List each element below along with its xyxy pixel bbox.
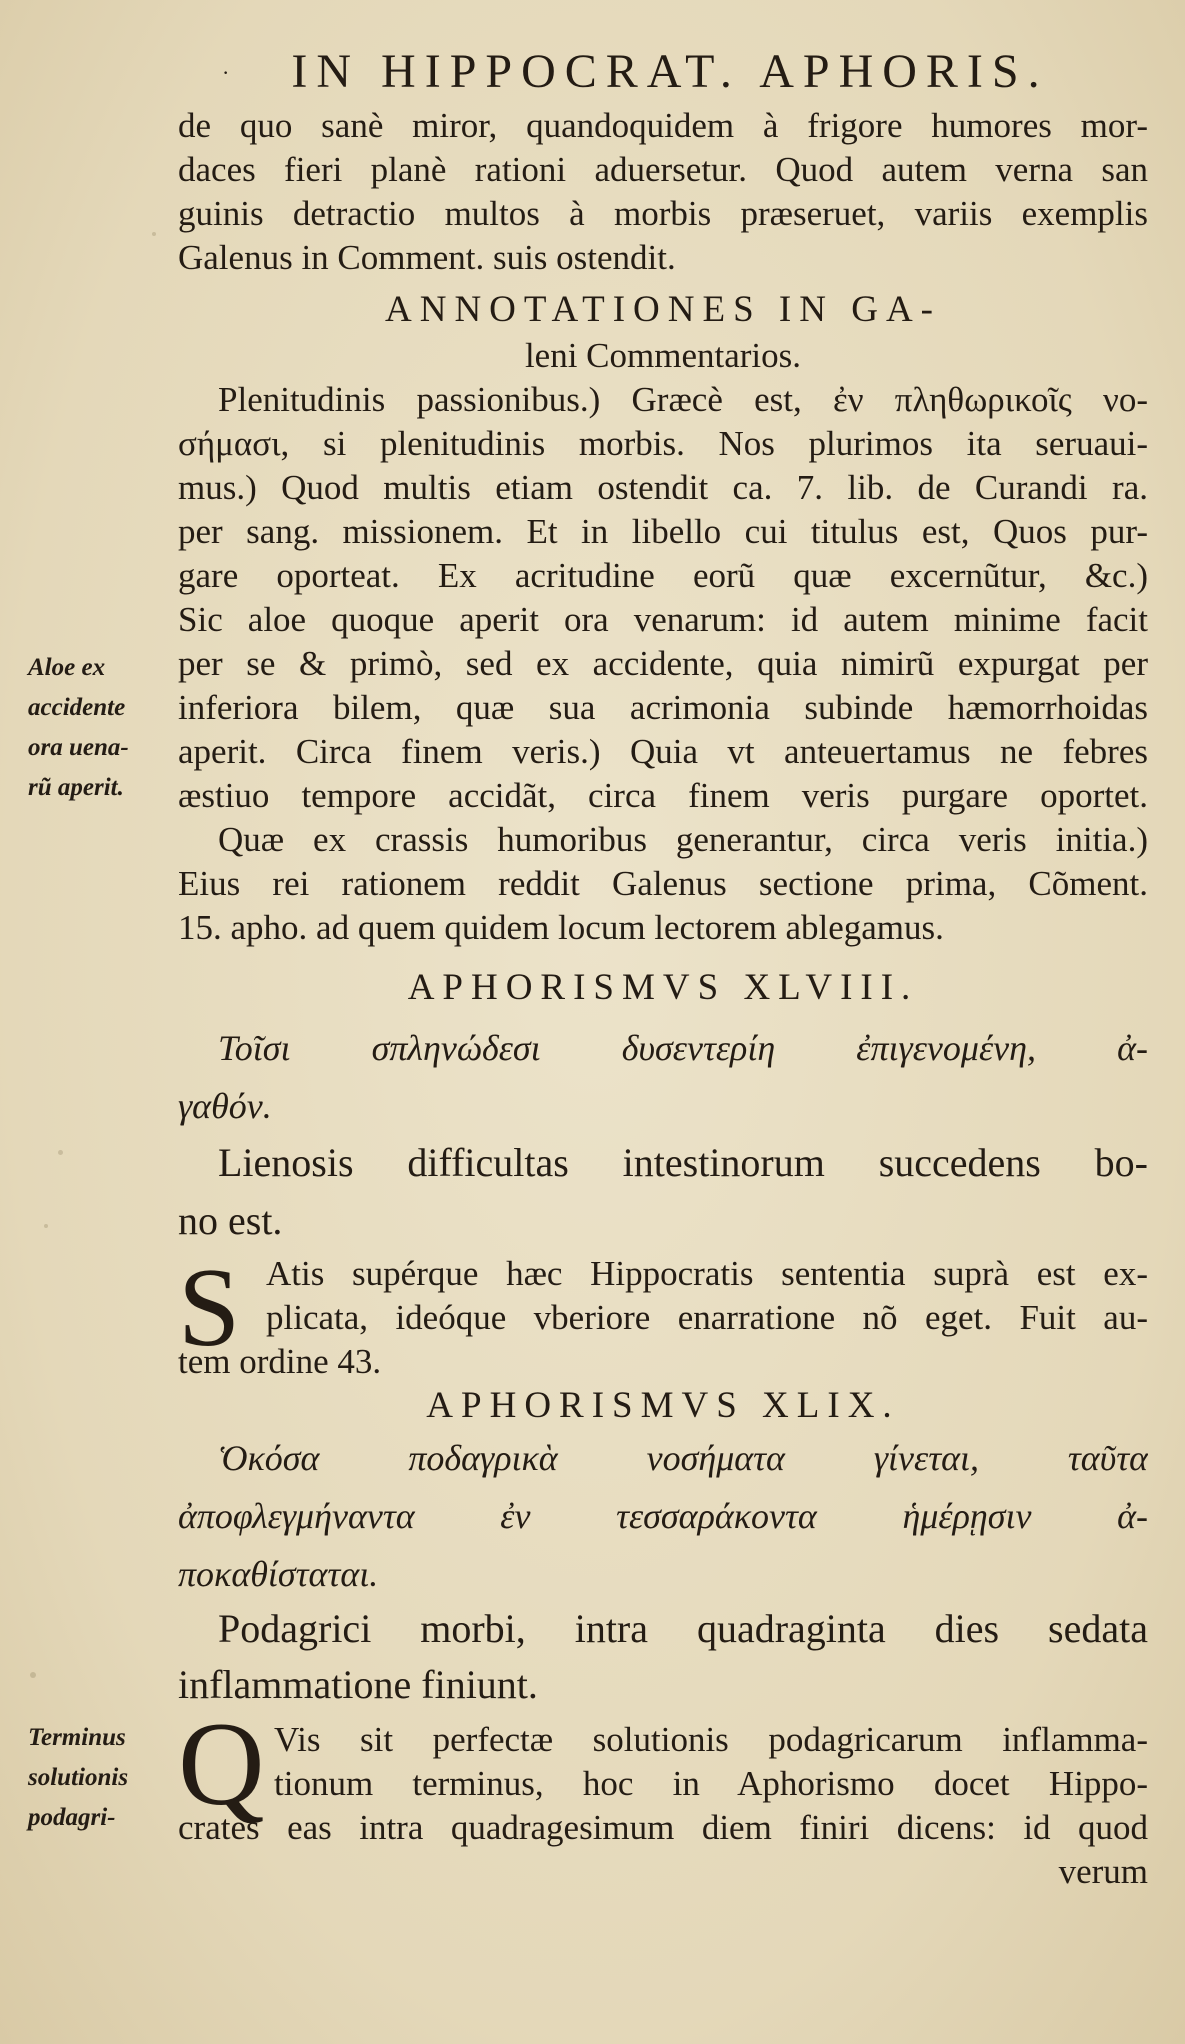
latin-aphorism-line: no est. [178, 1198, 283, 1243]
greek-line: Τοῖσι σπληνώδεσι δυσεντερίη ἐπιγενομένη, ἀ- [218, 1028, 1148, 1068]
text-line: Atis supérque hæc Hippocratis sententia suprà est ex- [266, 1254, 1148, 1293]
margin-note-line: Aloe ex [28, 654, 106, 681]
text-line: aperit. Circa finem veris.) Quia vt anteuertamus ne febres [178, 732, 1148, 771]
latin-aphorism-line: inflammatione finiunt. [178, 1662, 538, 1707]
margin-note-terminus [28, 1718, 178, 1838]
latin-aphorism-line: Podagrici morbi, intra quadraginta dies sedata [218, 1606, 1148, 1651]
greek-line: ἀποφλεγμήναντα ἐν τεσσαράκοντα ἡμέρῃσιν ἀ- [178, 1496, 1148, 1536]
margin-note-line: Terminus [28, 1724, 126, 1751]
text-line: de quo sanè miror, quandoquidem à frigore humores mor- [178, 106, 1148, 145]
text-line: Vis sit perfectæ solutionis podagricarum inflamma- [274, 1720, 1148, 1759]
margin-note-aloe [28, 648, 178, 808]
text-line: plicata, ideóque vberiore enarratione nõ eget. Fuit au- [266, 1298, 1148, 1337]
drop-capital: S [178, 1246, 241, 1370]
text-line: Galenus in Comment. suis ostendit. [178, 238, 676, 277]
text-line: σήμασι, si plenitudinis morbis. Nos plurimos ita seruaui- [178, 424, 1148, 463]
drop-capital: Q [178, 1697, 265, 1830]
margin-note-line: podagri- [28, 1804, 116, 1831]
margin-note-line: ora uena- [28, 734, 129, 761]
catchword: verum [1058, 1852, 1148, 1891]
folio-mark: · [222, 60, 230, 85]
paper-speck [58, 1150, 63, 1155]
greek-line: Ὁκόσα ποδαγρικὰ νοσήματα γίνεται, ταῦτα [218, 1438, 1148, 1478]
text-line: Eius rei rationem reddit Galenus sectione prima, Cõment. [178, 864, 1148, 903]
text-line: daces fieri planè rationi aduersetur. Quod autem verna san [178, 150, 1148, 189]
text-line: tionum terminus, hoc in Aphorismo docet Hippo- [274, 1764, 1148, 1803]
margin-note-line: solutionis [28, 1764, 129, 1791]
latin-aphorism-line: Lienosis difficultas intestinorum succedens bo- [218, 1140, 1148, 1185]
section-heading-cont: leni Commentarios. [524, 336, 802, 375]
greek-line: γαθόν. [178, 1086, 272, 1126]
paper-speck [30, 1672, 36, 1678]
greek-line: ποκαθίσταται. [178, 1554, 379, 1594]
section-heading: ANNOTATIONES IN GA- [385, 289, 941, 330]
margin-note-line: rũ aperit. [28, 774, 124, 801]
text-line: crates eas intra quadragesimum diem finiri dicens: id quod [178, 1808, 1148, 1847]
text-line: per se & primò, sed ex accidente, quia nimirũ expurgat per [178, 644, 1148, 683]
text-line: per sang. missionem. Et in libello cui titulus est, Quos pur- [178, 512, 1148, 551]
margin-note-line: accidente [28, 694, 126, 721]
text-line: Quæ ex crassis humoribus generantur, circa veris initia.) [218, 820, 1148, 859]
text-line: Plenitudinis passionibus.) Græcè est, ἐν πληθωρικοῖς νο- [218, 380, 1148, 419]
text-line: gare oporteat. Ex acritudine eorũ quæ excernũtur, &c.) [178, 556, 1148, 595]
paper-speck [152, 232, 156, 236]
running-head: IN HIPPOCRAT. APHORIS. [291, 45, 1049, 98]
text-line: 15. apho. ad quem quidem locum lectorem ablegamus. [178, 908, 944, 947]
text-line: æstiuo tempore accidãt, circa finem veris purgare oportet. [178, 776, 1148, 815]
aphorism-heading: APHORISMVS XLVIII. [407, 967, 919, 1008]
paper-speck [44, 1224, 48, 1228]
text-line: mus.) Quod multis etiam ostendit ca. 7. lib. de Curandi ra. [178, 468, 1148, 507]
text-line: tem ordine 43. [178, 1342, 382, 1381]
text-line: Sic aloe quoque aperit ora venarum: id autem minime facit [178, 600, 1148, 639]
text-line: guinis detractio multos à morbis præseruet, variis exemplis [178, 194, 1148, 233]
aphorism-heading: APHORISMVS XLIX. [426, 1385, 900, 1426]
text-line: inferiora bilem, quæ sua acrimonia subinde hæmorrhoidas [178, 688, 1148, 727]
